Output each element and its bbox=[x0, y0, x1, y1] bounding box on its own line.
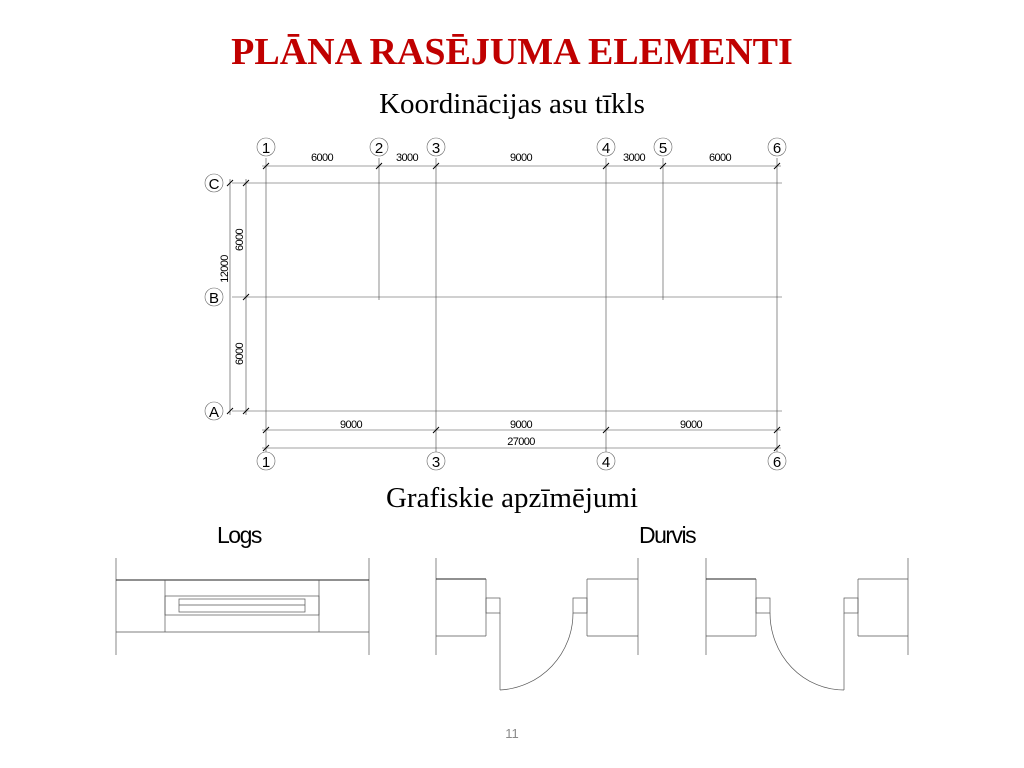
window-label: Logs bbox=[217, 522, 261, 548]
dim-top-5-6: 6000 bbox=[708, 152, 732, 164]
axis-label-top-2: 2 bbox=[374, 140, 384, 157]
dim-top-3-4: 9000 bbox=[509, 152, 533, 164]
dim-left-c-b: 6000 bbox=[234, 228, 246, 252]
dim-left-total: 12000 bbox=[219, 255, 231, 283]
door-symbol-right bbox=[706, 558, 908, 690]
axis-label-c: C bbox=[208, 176, 220, 193]
row-axis-markers bbox=[205, 174, 223, 421]
symbols-subtitle: Grafiskie apzīmējumi bbox=[385, 482, 639, 514]
dim-bottom-1-3: 9000 bbox=[339, 419, 363, 431]
axis-label-top-5: 5 bbox=[658, 140, 668, 157]
door-label: Durvis bbox=[639, 522, 696, 548]
axis-label-top-1: 1 bbox=[261, 140, 271, 157]
axis-label-top-6: 6 bbox=[772, 140, 782, 157]
dimension-ticks bbox=[227, 163, 780, 451]
axis-label-top-3: 3 bbox=[431, 140, 441, 157]
dim-bottom-4-6: 9000 bbox=[679, 419, 703, 431]
axis-label-b: B bbox=[208, 290, 220, 307]
axis-label-a: A bbox=[208, 404, 220, 421]
dim-bottom-3-4: 9000 bbox=[509, 419, 533, 431]
bottom-axis-markers bbox=[257, 452, 786, 471]
dim-top-2-3: 3000 bbox=[395, 152, 419, 164]
slide-title: PLĀNA RASĒJUMA ELEMENTI bbox=[231, 31, 793, 73]
axis-label-bottom-1: 1 bbox=[261, 454, 271, 471]
axis-label-bottom-3: 3 bbox=[431, 454, 441, 471]
dim-top-4-5: 3000 bbox=[622, 152, 646, 164]
axis-label-bottom-6: 6 bbox=[772, 454, 782, 471]
dim-total-length: 27000 bbox=[507, 436, 535, 448]
page-number: 11 bbox=[505, 726, 519, 741]
axis-label-top-4: 4 bbox=[601, 140, 611, 157]
axis-label-bottom-4: 4 bbox=[601, 454, 611, 471]
bottom-dimension-values bbox=[340, 419, 703, 448]
grid-subtitle: Koordinācijas asu tīkls bbox=[379, 88, 645, 120]
dim-left-b-a: 6000 bbox=[234, 342, 246, 366]
door-symbol-left bbox=[436, 558, 638, 690]
window-symbol bbox=[116, 558, 369, 655]
dim-top-1-2: 6000 bbox=[310, 152, 334, 164]
